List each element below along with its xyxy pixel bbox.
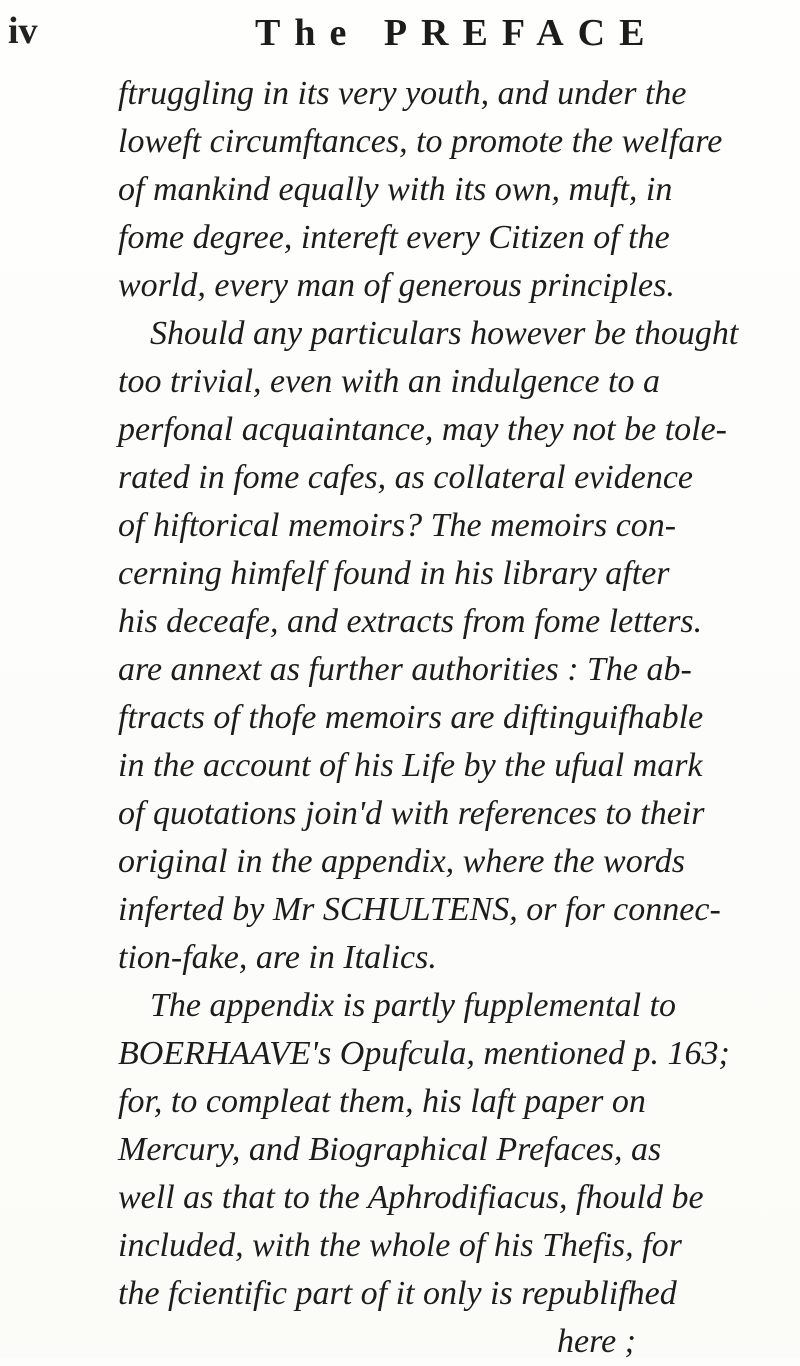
text-line: original in the appendix, where the words [118, 843, 685, 880]
running-title: The PREFACE [255, 12, 659, 54]
text-line: are annext as further authorities : The ab- [118, 651, 692, 688]
text-line: included, with the whole of his Thefis, for [118, 1227, 682, 1264]
text-line: Should any particulars however be thought [150, 315, 739, 352]
page-number: iv [8, 10, 38, 52]
text-line: loweft circumftances, to promote the welfare [118, 123, 723, 160]
text-line: tion-fake, are in Italics. [118, 939, 437, 976]
text-line: well as that to the Aphrodifiacus, fhould be [118, 1179, 704, 1216]
text-line: The appendix is partly fupplemental to [150, 987, 676, 1024]
text-line: in the account of his Life by the ufual mark [118, 747, 703, 784]
text-line: of mankind equally with its own, muft, in [118, 171, 673, 208]
text-line: rated in fome cafes, as collateral evidence [118, 459, 693, 496]
text-line: inferted by Mr SCHULTENS, or for connec- [118, 891, 721, 928]
text-line: for, to compleat them, his laft paper on [118, 1083, 646, 1120]
text-line: Mercury, and Biographical Prefaces, as [118, 1131, 662, 1168]
preface-body [118, 70, 768, 1366]
text-line: world, every man of generous principles. [118, 267, 675, 304]
running-header [255, 14, 658, 52]
text-line: BOERHAAVE's Opufcula, mentioned p. 163; [118, 1035, 730, 1072]
text-line: perfonal acquaintance, may they not be tole- [118, 411, 727, 448]
text-line: of hiftorical memoirs? The memoirs con- [118, 507, 677, 544]
text-line: fome degree, intereft every Citizen of the [118, 219, 670, 256]
text-line: cerning himfelf found in his library after [118, 555, 670, 592]
text-line: here ; [557, 1323, 636, 1360]
text-line: the fcientific part of it only is republifhed [118, 1275, 677, 1312]
text-line: of quotations join'd with references to their [118, 795, 705, 832]
text-line: his deceafe, and extracts from fome letters. [118, 603, 703, 640]
text-line: ftruggling in its very youth, and under the [118, 75, 687, 112]
text-line: ftracts of thofe memoirs are diftinguifhable [118, 699, 704, 736]
text-line: too trivial, even with an indulgence to a [118, 363, 661, 400]
